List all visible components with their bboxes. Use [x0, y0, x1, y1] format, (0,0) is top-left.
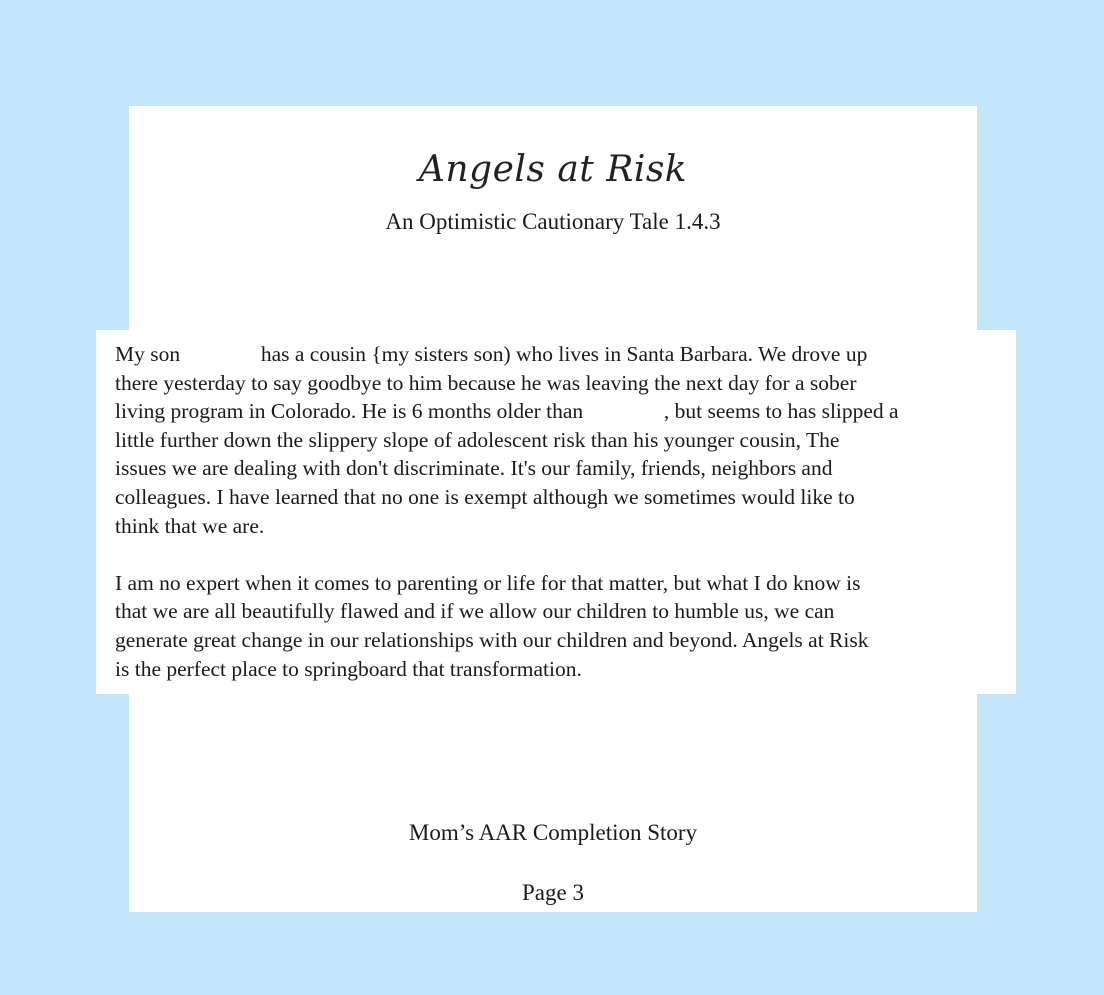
document-subtitle: An Optimistic Cautionary Tale 1.4.3	[385, 209, 721, 234]
text-line: colleagues. I have learned that no one is exempt although we sometimes would like to	[115, 484, 855, 509]
text-line: generate great change in our relationships with our children and beyond. Angels at Risk	[115, 627, 869, 652]
text-line: living program in Colorado. He is 6 months older than , but seems to has slipped a	[115, 399, 899, 424]
paragraph-1	[115, 340, 1010, 540]
text-line: My son has a cousin {my sisters son) who lives in Santa Barbara. We drove up	[115, 342, 868, 366]
text-line: that we are all beautifully flawed and if we allow our children to humble us, we can	[115, 599, 835, 624]
text-line: there yesterday to say goodbye to him because he was leaving the next day for a sober	[115, 370, 857, 395]
text-line: issues we are dealing with don't discriminate. It's our family, friends, neighbors and	[115, 456, 833, 481]
story-body	[115, 340, 1010, 683]
text-line: think that we are.	[115, 513, 265, 538]
footer-title: Mom’s AAR Completion Story	[408, 820, 698, 845]
paragraph-2	[115, 569, 1010, 683]
text-line: is the perfect place to springboard that transformation.	[115, 656, 582, 681]
text-line: I am no expert when it comes to parenting or life for that matter, but what I do know is	[115, 570, 861, 595]
page-number: Page 3	[522, 880, 584, 905]
document-title: Angels at Risk	[418, 149, 688, 190]
text-line: little further down the slippery slope of adolescent risk than his younger cousin, The	[115, 427, 840, 452]
